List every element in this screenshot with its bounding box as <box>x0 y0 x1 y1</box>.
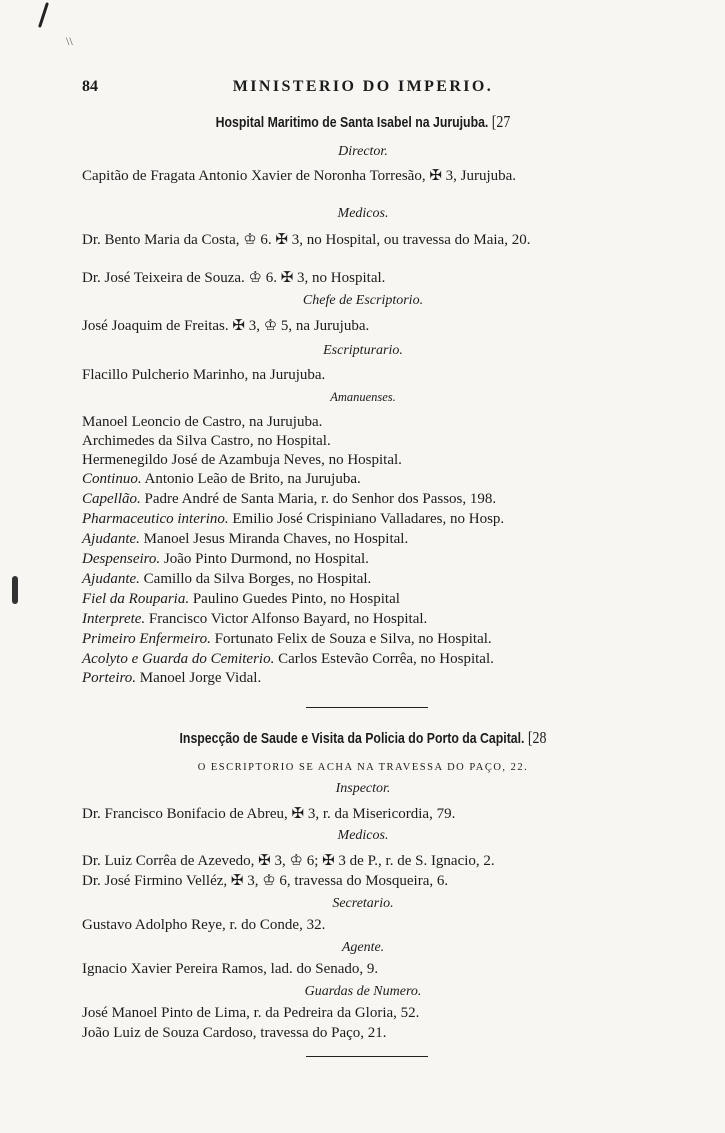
marginal-mark: \\ <box>66 34 73 48</box>
entry-amanuense: Archimedes da Silva Castro, no Hospital. <box>82 433 331 449</box>
entry-amanuense: Manoel Leoncio de Castro, na Jurujuba. <box>82 414 323 430</box>
role-heading-agente: Agente. <box>341 940 385 955</box>
staff-name: Manoel Jorge Vidal. <box>139 670 262 686</box>
role-heading-director: Director. <box>338 144 388 159</box>
entry-medico: Dr. Luiz Corrêa de Azevedo, ✠ 3, ♔ 6; ✠ 3 de P., r. de S. Ignacio, 2. <box>82 853 495 869</box>
staff-label: Continuo. <box>82 471 142 487</box>
staff-name: Manoel Jesus Miranda Chaves, no Hospital. <box>143 531 409 547</box>
entry-staff <box>82 669 644 687</box>
staff-label: Primeiro Enfermeiro. <box>82 631 211 647</box>
staff-name: João Pinto Durmond, no Hospital. <box>163 551 369 567</box>
running-head <box>82 78 644 100</box>
staff-name: Francisco Victor Alfonso Bayard, no Hospital. <box>148 611 428 627</box>
staff-label: Porteiro. <box>82 670 137 686</box>
entry-escripturario: Flacillo Pulcherio Marinho, na Jurujuba. <box>82 367 326 383</box>
role-heading-chefe: Chefe de Escriptorio. <box>302 293 424 308</box>
staff-name: Carlos Estevão Corrêa, no Hospital. <box>278 651 494 667</box>
section-number: [28 <box>527 728 547 747</box>
role-heading-medicos: Medicos. <box>337 206 389 221</box>
entry-medico: Dr. José Teixeira de Souza. ♔ 6. ✠ 3, no Hospital. <box>82 270 386 286</box>
section-divider <box>306 707 428 708</box>
entry-staff <box>82 590 644 608</box>
role-heading-inspector: Inspector. <box>335 781 391 796</box>
role-heading-amanuenses: Amanuenses. <box>330 390 396 404</box>
staff-label: Acolyto e Guarda do Cemiterio. <box>82 651 275 667</box>
ink-scratch <box>38 2 49 28</box>
entry-secretario: Gustavo Adolpho Reye, r. do Conde, 32. <box>82 917 326 933</box>
section-divider <box>306 1056 428 1057</box>
role-heading-guardas: Guardas de Numero. <box>304 984 422 999</box>
section-title-hospital <box>133 112 594 132</box>
entry-agente: Ignacio Xavier Pereira Ramos, lad. do Senado, 9. <box>82 961 379 977</box>
role-heading-secretario: Secretario. <box>332 896 394 911</box>
entry-amanuense: Hermenegildo José de Azambuja Neves, no Hospital. <box>82 452 402 468</box>
staff-name: Paulino Guedes Pinto, no Hospital <box>192 591 400 607</box>
entry-staff <box>82 570 644 588</box>
entry-staff <box>82 530 644 548</box>
margin-stain <box>12 576 18 604</box>
staff-label: Ajudante. <box>82 571 140 587</box>
staff-label: Pharmaceutico interino. <box>82 511 229 527</box>
entry-staff <box>82 610 644 628</box>
section-title-text: Hospital Maritimo de Santa Isabel na Jurujuba. <box>215 114 489 131</box>
staff-name: Fortunato Felix de Souza e Silva, no Hospital. <box>214 631 492 647</box>
staff-label: Ajudante. <box>82 531 140 547</box>
role-heading-medicos: Medicos. <box>337 828 389 843</box>
office-address-note: O ESCRIPTORIO SE ACHA NA TRAVESSA DO PAÇO, 22. <box>197 762 529 773</box>
staff-name: Padre André de Santa Maria, r. do Senhor dos Passos, 198. <box>144 491 497 507</box>
entry-inspector: Dr. Francisco Bonifacio de Abreu, ✠ 3, r. da Misericordia, 79. <box>82 806 456 822</box>
section-title-inspeccao <box>133 728 594 748</box>
staff-name: Antonio Leão de Brito, na Jurujuba. <box>144 471 361 487</box>
role-heading-escripturario: Escripturario. <box>323 343 403 358</box>
entry-guarda: José Manoel Pinto de Lima, r. da Pedreira da Gloria, 52. <box>82 1005 420 1021</box>
section-title-text: Inspecção de Saude e Visita da Policia do Porto da Capital. <box>179 730 525 747</box>
entry-director: Capitão de Fragata Antonio Xavier de Noronha Torresão, ✠ 3, Jurujuba. <box>82 168 517 184</box>
entry-medico: Dr. José Firmino Velléz, ✠ 3, ♔ 6, travessa do Mosqueira, 6. <box>82 873 449 889</box>
staff-label: Fiel da Rouparia. <box>82 591 190 607</box>
staff-label: Despenseiro. <box>82 551 161 567</box>
entry-staff <box>82 490 644 508</box>
staff-name: Emilio José Crispiniano Valladares, no Hosp. <box>232 511 505 527</box>
entry-chefe: José Joaquim de Freitas. ✠ 3, ♔ 5, na Jurujuba. <box>82 318 370 334</box>
page-header-title: MINISTERIO DO IMPERIO. <box>232 78 494 95</box>
page-number: 84 <box>82 78 98 95</box>
entry-staff <box>82 550 644 568</box>
staff-label: Capellão. <box>82 491 141 507</box>
entry-staff <box>82 650 644 668</box>
staff-name: Camillo da Silva Borges, no Hospital. <box>143 571 372 587</box>
entry-guarda: João Luiz de Souza Cardoso, travessa do Paço, 21. <box>82 1025 387 1041</box>
entry-medico: Dr. Bento Maria da Costa, ♔ 6. ✠ 3, no Hospital, ou travessa do Maia, 20. <box>82 232 531 248</box>
staff-label: Interprete. <box>82 611 146 627</box>
section-number: [27 <box>491 112 511 131</box>
entry-staff <box>82 630 644 648</box>
entry-staff <box>82 510 644 528</box>
entry-staff <box>82 470 644 488</box>
